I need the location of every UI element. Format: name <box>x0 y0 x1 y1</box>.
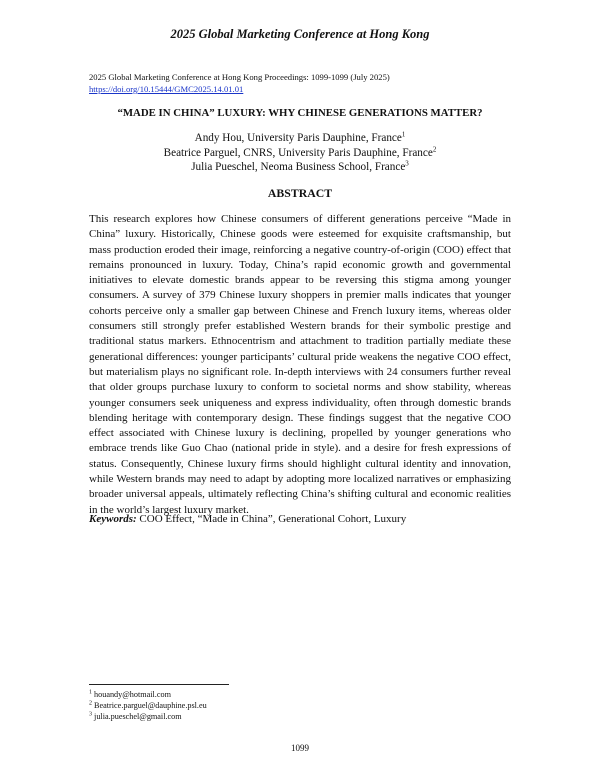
proceedings-info <box>89 71 390 95</box>
abstract-text: This research explores how Chinese consumers of different generations perceive “Made in China” luxury. Historically, Chinese goods were esteemed for exquisite craftsmanship, but mass production eroded their image, reinforcing a negative country-of-origin (COO) effect that remains pronounced in luxury. Today, China’s rapid economic growth and governmental initiatives to elevate domestic brands appear to be reversing this stigma among younger consumers. A survey of 379 Chinese luxury shoppers in premier malls indicates that younger cohorts perceive only a smaller gap between Chinese and French luxury items, whereas older consumers still strongly prefer established Western brands for their symbolic prestige and traditional status markers. Ethnocentrism and attachment to tradition partially mediate these generational differences: younger participants’ cultural pride weakens the negative COO effect, but materialism plays no significant role. In-depth interviews with 24 consumers further reveal that older groups purchase luxury to conform to societal norms and show stability, whereas younger consumers seek uniqueness and express individuality, often through domestic brands blending heritage with contemporary design. These findings suggest that the negative COO effect associated with Chinese luxury is declining, propelled by younger generations who embrace trends like Guo Chao (national pride in style). and a desire for fresh expressions of status. Consequently, Chinese luxury firms should highlight cultural identity and innovation, while Western brands may need to adapt by adopting more localized narratives or emphasizing broader universal appeals, ultimately reflecting China’s shifting cultural and economic realities in the world’s largest luxury market. <box>89 213 511 516</box>
author-list <box>0 131 600 175</box>
footnote <box>89 711 207 722</box>
footnote-mark: 2 <box>432 144 437 153</box>
footnote <box>89 700 207 711</box>
author-affiliation: Julia Pueschel, Neoma Business School, France <box>191 161 406 173</box>
proceedings-citation: 2025 Global Marketing Conference at Hong Kong Proceedings: 1099-1099 (July 2025) <box>89 72 390 82</box>
conference-header: 2025 Global Marketing Conference at Hong Kong <box>170 27 430 41</box>
footnote-email: Beatrice.parguel@dauphine.psl.eu <box>94 701 207 710</box>
footnote-mark: 1 <box>89 689 92 696</box>
author-affiliation: Andy Hou, University Paris Dauphine, France <box>194 132 402 144</box>
footnote-email: houandy@hotmail.com <box>94 690 171 699</box>
footnote-mark: 1 <box>401 130 406 139</box>
footnote <box>89 689 207 700</box>
keywords-list: COO Effect, “Made in China”, Generational Cohort, Luxury <box>139 513 407 525</box>
author-affiliation: Beatrice Parguel, CNRS, University Paris Dauphine, France <box>163 146 433 159</box>
page-number: 1099 <box>291 743 309 753</box>
author-line <box>0 131 600 146</box>
doi-link[interactable]: https://doi.org/10.15444/GMC2025.14.01.01 <box>89 84 244 94</box>
footnote-mark: 3 <box>405 159 409 168</box>
footnote-email: julia.pueschel@gmail.com <box>94 712 182 721</box>
footnote-mark: 2 <box>89 700 92 707</box>
footnotes <box>89 689 207 722</box>
footnote-mark: 3 <box>89 711 92 718</box>
keywords <box>89 512 511 527</box>
footnote-divider <box>89 684 229 685</box>
abstract-heading: ABSTRACT <box>267 186 333 200</box>
keywords-label: Keywords: <box>89 513 137 525</box>
author-line <box>0 160 600 175</box>
author-line <box>0 146 600 161</box>
paper-title: “MADE IN CHINA” LUXURY: WHY CHINESE GENERATIONS MATTER? <box>117 107 483 119</box>
